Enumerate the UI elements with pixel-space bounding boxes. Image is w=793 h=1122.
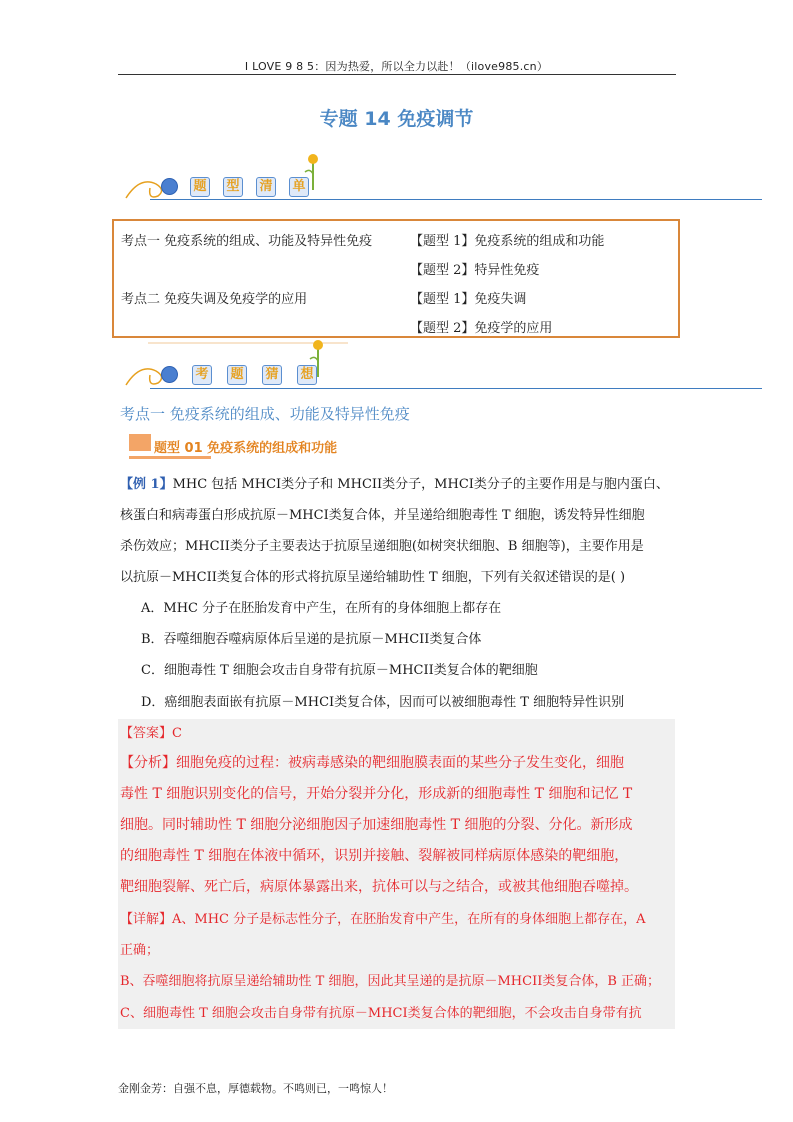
- answer-line: 【答案】C: [120, 726, 182, 741]
- banner-char: 猜: [262, 365, 282, 385]
- banner-rule: [150, 199, 762, 200]
- banner-char: 单: [289, 177, 309, 197]
- toc-kp2-type2: 【题型 2】免疫学的应用: [410, 321, 553, 336]
- type-underline: [129, 456, 211, 459]
- banner-char: 型: [223, 177, 243, 197]
- analysis-line: 毒性 T 细胞识别变化的信号，开始分裂并分化，形成新的细胞毒性 T 细胞和记忆 T: [120, 786, 633, 802]
- type-block-icon: [129, 434, 151, 451]
- banner-char: 想: [297, 365, 317, 385]
- banner-dot-icon: [161, 366, 178, 383]
- option-c: C．细胞毒性 T 细胞会攻击自身带有抗原－MHCII类复合体的靶细胞: [141, 663, 538, 678]
- toc-kp2-type1: 【题型 1】免疫失调: [410, 292, 527, 307]
- analysis-line: 细胞。同时辅助性 T 细胞分泌细胞因子加速细胞毒性 T 细胞的分裂、分化。新形成: [120, 817, 633, 833]
- option-b: B．吞噬细胞吞噬病原体后呈递的是抗原－MHCII类复合体: [141, 632, 482, 647]
- example-line-2: 核蛋白和病毒蛋白形成抗原－MHCI类复合体，并呈递给细胞毒性 T 细胞，诱发特异性细胞: [120, 508, 645, 523]
- banner-char: 题: [227, 365, 247, 385]
- page-title: 专题 14 免疫调节: [319, 108, 474, 130]
- section-kp-heading: 考点一 免疫系统的组成、功能及特异性免疫: [120, 405, 410, 423]
- flower-icon: [308, 154, 318, 164]
- example-line-4: 以抗原－MHCII类复合体的形式将抗原呈递给辅助性 T 细胞，下列有关叙述错误的是( ): [120, 570, 626, 585]
- detail-line: C、细胞毒性 T 细胞会攻击自身带有抗原－MHCI类复合体的靶细胞，不会攻击自身带有抗: [120, 1006, 642, 1021]
- banner-rule: [150, 388, 762, 389]
- example-line-1: 【例 1】MHC 包括 MHCI类分子和 MHCII类分子，MHCI类分子的主要作用是与胞内蛋白、: [120, 477, 669, 492]
- analysis-line: 【分析】细胞免疫的过程：被病毒感染的靶细胞膜表面的某些分子发生变化，细胞: [120, 755, 624, 771]
- analysis-line: 靶细胞裂解、死亡后，病原体暴露出来，抗体可以与之结合，或被其他细胞吞噬掉。: [120, 879, 638, 895]
- toc-kp2: 考点二 免疫失调及免疫学的应用: [121, 292, 308, 307]
- detail-line: B、吞噬细胞将抗原呈递给辅助性 T 细胞，因此其呈递的是抗原－MHCII类复合体，B 正确；: [120, 974, 661, 989]
- toc-kp1-type1: 【题型 1】免疫系统的组成和功能: [410, 234, 605, 249]
- flower-icon: [313, 340, 323, 350]
- detail-line: 【详解】A、MHC 分子是标志性分子，在胚胎发育中产生，在所有的身体细胞上都存在，A: [120, 912, 646, 927]
- banner-char: 考: [192, 365, 212, 385]
- analysis-line: 的细胞毒性 T 细胞在体液中循环，识别并接触、裂解被同样病原体感染的靶细胞，: [120, 848, 629, 864]
- detail-line: 正确；: [120, 943, 160, 958]
- banner-char: 清: [256, 177, 276, 197]
- toc-kp1-type2: 【题型 2】特异性免疫: [410, 263, 540, 278]
- toc-kp1: 考点一 免疫系统的组成、功能及特异性免疫: [121, 234, 373, 249]
- option-d: D．癌细胞表面嵌有抗原－MHCI类复合体，因而可以被细胞毒性 T 细胞特异性识别: [141, 695, 625, 710]
- banner-dot-icon: [161, 178, 178, 195]
- example-line-3: 杀伤效应；MHCII类分子主要表达于抗原呈递细胞(如树突状细胞、B 细胞等)，主要作用是: [120, 539, 644, 554]
- example-prefix: 【例 1】: [120, 477, 173, 492]
- page-header-slogan: I LOVE 9 8 5：因为热爱，所以全力以赴！（ilove985.cn）: [244, 60, 549, 73]
- type-label: 题型 01 免疫系统的组成和功能: [154, 441, 338, 456]
- banner-char: 题: [190, 177, 210, 197]
- option-a: A．MHC 分子在胚胎发育中产生，在所有的身体细胞上都存在: [141, 601, 502, 616]
- header-rule: [118, 74, 676, 75]
- page-footer-motto: 金刚金芳：自强不息，厚德载物。不鸣则已，一鸣惊人！: [118, 1082, 393, 1095]
